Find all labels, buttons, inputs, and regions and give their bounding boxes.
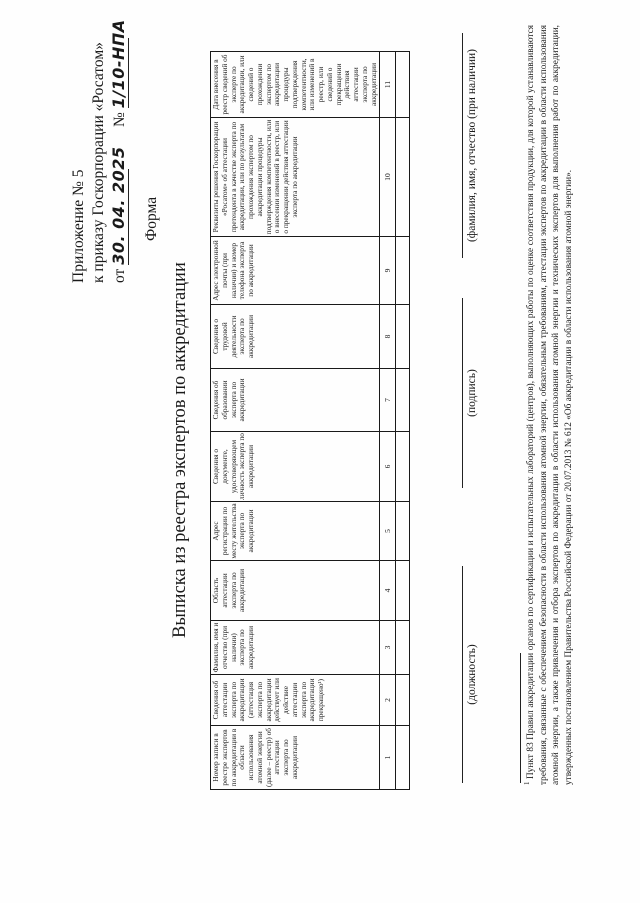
column-header: Сведения об образовании эксперта по аккредитации bbox=[211, 369, 380, 432]
footnote bbox=[523, 25, 575, 785]
order-reference: к приказу Госкорпорации «Росатом» bbox=[90, 42, 107, 283]
position-line bbox=[462, 566, 463, 783]
column-number-row bbox=[380, 52, 396, 790]
position-caption: (должность) bbox=[466, 644, 478, 705]
column-header: Реквизиты решения Госкорпорации «Росатом» об аттестации претендента в качестве эксперта по аккредитации, или по результатам прохождения экспертом по аккредитации процедуры подтверждения компетентности, или о внесении изменений в реестр, или о прекращении действия аттестации эксперта по аккредитации bbox=[211, 118, 380, 237]
table-cell bbox=[396, 369, 410, 432]
footnote-rule bbox=[520, 653, 521, 783]
signature-line bbox=[462, 298, 463, 488]
column-header: Сведения о трудовой деятельности эксперта по аккредитации bbox=[211, 305, 380, 369]
table-header-row bbox=[211, 52, 380, 790]
column-number: 4 bbox=[380, 561, 396, 621]
table-cell bbox=[396, 118, 410, 237]
order-date-line bbox=[109, 19, 129, 283]
table-cell bbox=[396, 502, 410, 561]
column-number: 6 bbox=[380, 432, 396, 502]
signature-caption: (подпись) bbox=[466, 369, 478, 417]
column-number: 10 bbox=[380, 118, 396, 237]
table-cell bbox=[396, 305, 410, 369]
column-number: 8 bbox=[380, 305, 396, 369]
date-prefix: от bbox=[111, 268, 128, 283]
name-caption: (фамилия, имя, отчество (при наличии) bbox=[466, 48, 478, 243]
table-cell bbox=[396, 237, 410, 305]
footnote-text: Пункт 83 Правил аккредитации органов по сертификации и испытательных лабораторий (центров), выполняющих работы по оценке соответствия продукции, для которой устанавливаются требования, связанные с обеспечением безопасности в области использования атомной энергии, обязательным требованиям, аттестации экспертов по аккредитации в области использования атомной энергии, а также привлечения и отбора экспертов по аккредитации в области использования атомной энергии и технических экспертов для выполнения работ по аккредитации, утвержденных постановлением Правительства Российской Федерации от 20.07.2013 № 612 «Об аккредитации в области использования атомной энергии». bbox=[526, 25, 574, 785]
table-cell bbox=[396, 52, 410, 118]
column-header: Дата внесения в реестр сведений об эксперте по аккредитации, или сведений о прохождении экспертом по аккредитации процедуры подтверждения компетентности, или изменений в реестр, или сведений о прекращении действия аттестации эксперта по аккредитации bbox=[211, 52, 380, 118]
table-cell bbox=[396, 726, 410, 790]
form-label: Форма bbox=[143, 196, 160, 241]
footnote-mark: 1 bbox=[523, 781, 531, 785]
table-cell bbox=[396, 675, 410, 726]
column-header: Адрес электронной почты (при наличии) и номер телефона эксперта по аккредитации bbox=[211, 237, 380, 305]
column-number: 7 bbox=[380, 369, 396, 432]
column-header: Номер записи в реестре экспертов по аккредитации в области использования атомной энергии (далее – реестр) об аттестации эксперта по аккредитации bbox=[211, 726, 380, 790]
number-prefix: № bbox=[111, 112, 128, 128]
column-number: 9 bbox=[380, 237, 396, 305]
column-number: 1 bbox=[380, 726, 396, 790]
name-line bbox=[462, 33, 463, 258]
column-header: Область аттестации эксперта по аккредитации bbox=[211, 561, 380, 621]
column-header: Фамилия, имя и отчество (при наличии) эксперта по аккредитации bbox=[211, 621, 380, 675]
order-date-value: 30. 04. 2025 bbox=[109, 146, 128, 265]
column-header: Адрес регистрации по месту жительства эксперта по аккредитации bbox=[211, 502, 380, 561]
table-row bbox=[396, 52, 410, 790]
table-cell bbox=[396, 621, 410, 675]
column-number: 2 bbox=[380, 675, 396, 726]
document-title: Выписка из реестра экспертов по аккредитации bbox=[170, 262, 190, 638]
register-table bbox=[210, 51, 410, 790]
column-number: 5 bbox=[380, 502, 396, 561]
table-cell bbox=[396, 561, 410, 621]
appendix-label: Приложение № 5 bbox=[70, 169, 87, 283]
table-cell bbox=[396, 432, 410, 502]
column-header: Сведения о документе, удостоверяющем личность эксперта по аккредитации bbox=[211, 432, 380, 502]
order-number-value: 1/10-НПА bbox=[109, 19, 128, 109]
column-header: Сведения об аттестации эксперта по аккредитации (аттестация эксперта по аккредитации действует или действие аттестации эксперта по аккредитации прекращено¹) bbox=[211, 675, 380, 726]
column-number: 3 bbox=[380, 621, 396, 675]
column-number: 11 bbox=[380, 52, 396, 118]
